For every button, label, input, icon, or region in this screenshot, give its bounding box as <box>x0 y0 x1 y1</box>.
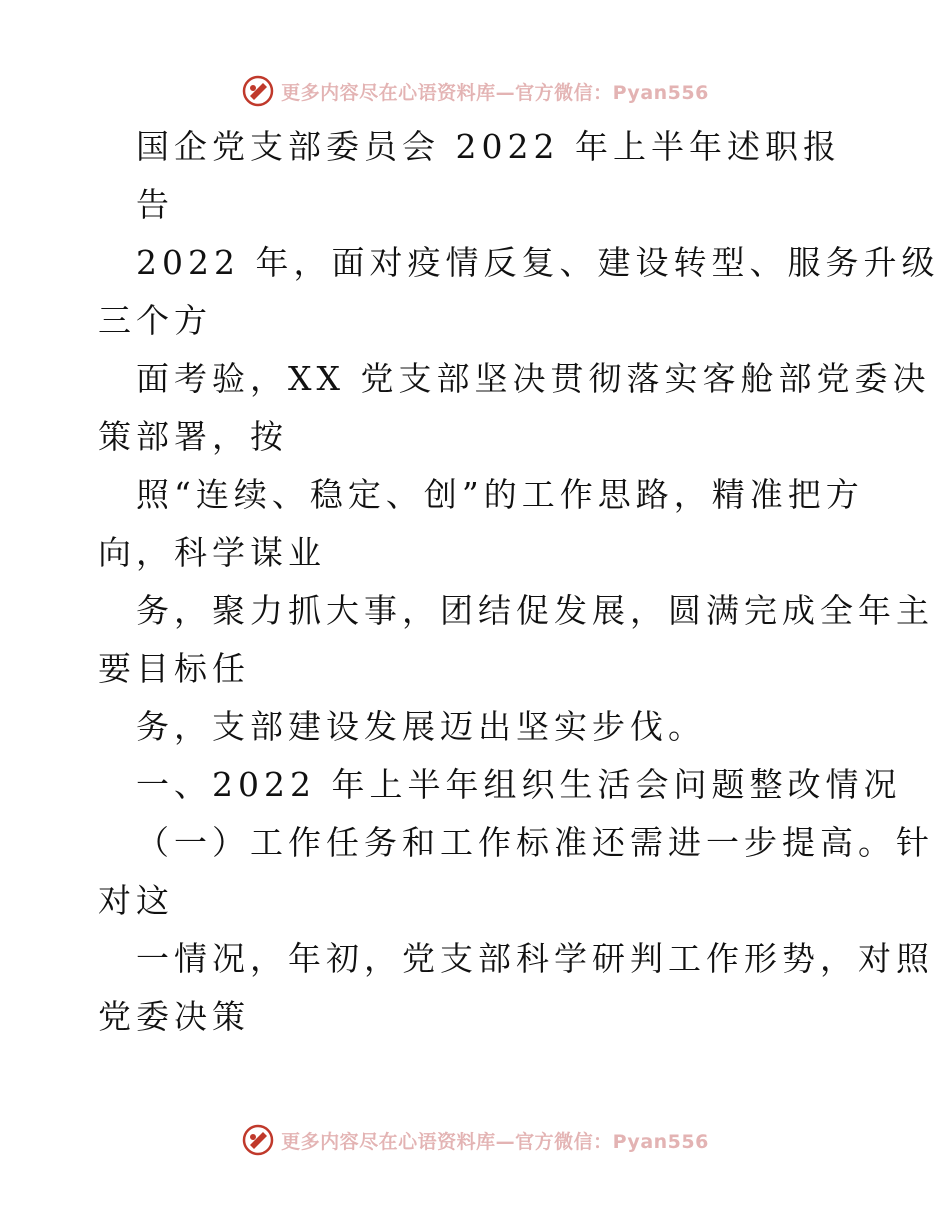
seal-logo-icon <box>241 74 275 108</box>
paragraph-line: 向，科学谋业 <box>98 533 326 572</box>
paragraph-line: 要目标任 <box>98 649 250 688</box>
document-title-line-2: 告 <box>136 185 174 224</box>
section-heading: 一、2022 年上半年组织生活会问题整改情况 <box>136 765 902 804</box>
seal-logo-icon <box>241 1123 275 1157</box>
paragraph-line: 策部署，按 <box>98 417 288 456</box>
paragraph-line: 面考验，XX 党支部坚决贯彻落实客舱部党委决 <box>136 359 931 398</box>
document-body <box>98 118 940 1046</box>
subsection-heading: （一）工作任务和工作标准还需进一步提高。针 <box>136 823 934 862</box>
paragraph-line: 一情况，年初，党支部科学研判工作形势，对照 <box>136 939 934 978</box>
watermark-header <box>0 71 950 111</box>
watermark-footer-text: 更多内容尽在心语资料库—官方微信：Pyan556 <box>281 1130 709 1153</box>
paragraph-line: 务，支部建设发展迈出坚实步伐。 <box>136 707 706 746</box>
paragraph-line: 党委决策 <box>98 997 250 1036</box>
paragraph-line: 对这 <box>98 881 174 920</box>
paragraph-line: 务，聚力抓大事，团结促发展，圆满完成全年主 <box>136 591 934 630</box>
watermark-header-text: 更多内容尽在心语资料库—官方微信：Pyan556 <box>281 81 709 104</box>
watermark-footer <box>0 1120 950 1160</box>
paragraph-line: 2022 年，面对疫情反复、建设转型、服务升级 <box>136 243 940 282</box>
document-title-line-1: 国企党支部委员会 2022 年上半年述职报 <box>136 127 841 166</box>
paragraph-line: 三个方 <box>98 301 212 340</box>
paragraph-line: 照“连续、稳定、创”的工作思路，精准把方 <box>136 475 864 514</box>
